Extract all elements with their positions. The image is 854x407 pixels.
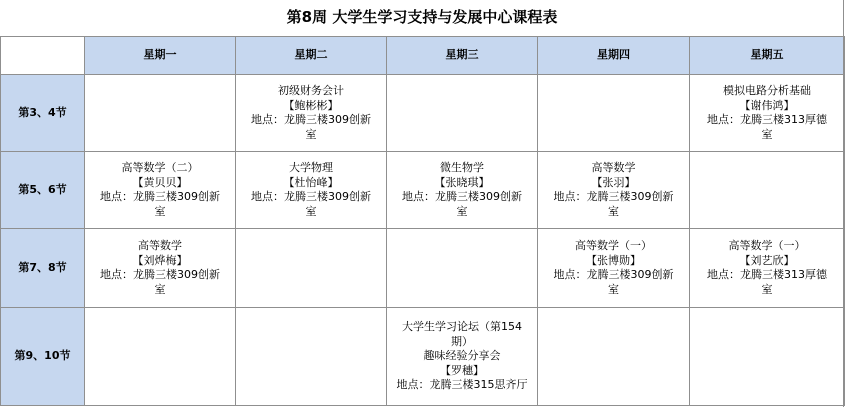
course-cell[interactable] [387,308,538,406]
course-info [538,161,689,219]
course-line: 微生物学 [440,161,484,174]
course-cell[interactable] [236,152,387,229]
course-line: 大学生学习论坛（第154 [402,320,522,334]
course-line: 【罗穗】 [440,363,484,377]
corner-cell [1,37,85,75]
empty-cell [538,75,690,152]
course-info [690,239,844,297]
course-info [85,239,235,297]
course-line: 室 [761,282,773,296]
course-line: 地点：龙腾三楼309创新 [553,190,674,203]
course-line: 模拟电路分析基础 [723,84,811,97]
empty-cell [85,308,236,406]
course-cell[interactable] [690,229,845,308]
timetable-row [1,229,845,308]
course-line: 地点：龙腾三楼309创新 [100,268,220,281]
day-header-wed: 星期三 [387,37,538,75]
timetable-row [1,75,845,152]
course-cell[interactable] [85,152,236,229]
course-line: 初级财务会计 [278,84,344,97]
course-line: 【黄贝贝】 [132,175,188,189]
course-line: 【谢伟鸿】 [739,98,795,112]
course-cell[interactable] [85,229,236,308]
course-line: 趣味经验分享会 [423,349,501,363]
course-line: 高等数学 [591,161,636,174]
course-line: 室 [305,204,317,218]
day-header-fri: 星期五 [690,37,845,75]
course-line: 【张晓琪】 [434,175,490,189]
course-line: 【鲍彬彬】 [283,98,339,112]
course-line: 【刘烨梅】 [132,253,188,267]
course-cell[interactable] [236,75,387,152]
course-line: 地点：龙腾三楼309创新 [402,190,522,203]
sheet-right-border [843,0,844,407]
empty-cell [538,308,690,406]
course-cell[interactable] [538,229,690,308]
course-line: 高等数学（一） [575,239,652,252]
course-line: 【张博勋】 [586,253,641,267]
timetable-title: 第8周 大学生学习支持与发展中心课程表 [0,0,844,37]
course-line: 高等数学 [138,239,182,252]
course-line: 地点：龙腾三楼313厚德 [707,268,827,281]
day-header-thu: 星期四 [538,37,690,75]
course-info [85,161,235,219]
timetable-row [1,152,845,229]
course-line: 【张羽】 [591,175,636,189]
course-line: 室 [154,282,166,296]
course-line: 室 [456,204,468,218]
course-line: 室 [761,127,773,141]
course-info [236,161,386,219]
course-info [690,84,844,142]
day-header-mon: 星期一 [85,37,236,75]
course-line: 室 [608,204,619,218]
course-line: 地点：龙腾三楼309创新 [100,190,220,203]
empty-cell [387,229,538,308]
course-line: 室 [305,127,317,141]
course-line: 地点：龙腾三楼309创新 [251,190,371,203]
slot-label: 第5、6节 [1,152,85,229]
timetable-row [1,308,845,406]
course-line: 地点：龙腾三楼309创新 [553,268,674,281]
empty-cell [690,308,845,406]
course-line: 高等数学（一） [728,239,806,252]
day-header-row [1,37,845,75]
course-line: 期） [451,334,473,348]
course-line: 地点：龙腾三楼313厚德 [707,113,827,126]
course-line: 室 [608,282,619,296]
day-header-tue: 星期二 [236,37,387,75]
course-line: 室 [154,204,166,218]
course-cell[interactable] [387,152,538,229]
slot-label: 第7、8节 [1,229,85,308]
slot-label: 第9、10节 [1,308,85,406]
empty-cell [85,75,236,152]
course-cell[interactable] [538,152,690,229]
course-line: 【杜怡峰】 [283,175,339,189]
course-cell[interactable] [690,75,845,152]
course-info [236,84,386,142]
course-line: 高等数学（二） [121,161,199,174]
course-info [538,239,689,297]
empty-cell [387,75,538,152]
course-line: 地点：龙腾三楼309创新 [251,113,371,126]
course-line: 【刘艺欣】 [739,253,795,267]
course-line: 地点：龙腾三楼315思齐厅 [396,378,528,392]
slot-label: 第3、4节 [1,75,85,152]
course-info [387,161,537,219]
empty-cell [236,229,387,308]
course-info [387,320,537,393]
empty-cell [690,152,845,229]
timetable-grid [0,36,845,406]
course-line: 大学物理 [289,161,333,174]
empty-cell [236,308,387,406]
